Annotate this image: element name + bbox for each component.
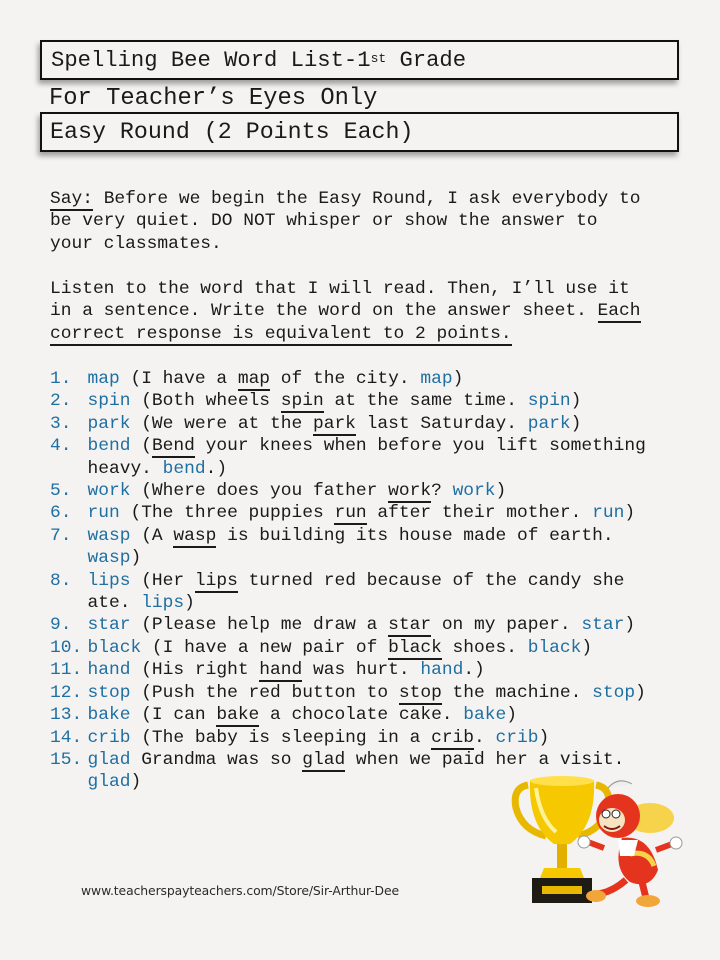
- close-paren: ): [581, 637, 593, 658]
- spelling-word: star: [87, 615, 131, 636]
- item-number: 2.: [50, 391, 72, 412]
- item-body: [88, 390, 582, 412]
- close-paren: ): [130, 548, 142, 569]
- repeat-word: star: [581, 615, 625, 636]
- sentence-start: (I have a: [119, 369, 238, 389]
- sentence-end: when we paid her a visit.: [345, 749, 625, 770]
- word-in-sentence: lips: [194, 570, 238, 591]
- item-body: [88, 637, 593, 659]
- word-in-sentence: map: [237, 369, 271, 389]
- store-url: www.teacherspayteachers.com/Store/Sir-Arthur-Dee: [81, 883, 400, 898]
- sentence-end: your knees when before you lift something: [194, 436, 646, 457]
- repeat-word: map: [420, 369, 453, 389]
- close-paren: ): [570, 391, 582, 412]
- title-box: [40, 40, 679, 80]
- item-body: [88, 704, 518, 726]
- sentence-end: the machine.: [441, 682, 593, 703]
- say-line-3: your classmates.: [50, 233, 222, 254]
- item-number: 4.: [50, 436, 72, 457]
- spelling-word: wasp: [87, 525, 131, 546]
- say-line-1: Before we begin the Easy Round, I ask everybody to: [92, 189, 641, 209]
- word-in-sentence: bake: [216, 705, 260, 726]
- sentence-start: (His right: [130, 660, 260, 681]
- word-in-sentence: star: [388, 615, 432, 636]
- word-in-sentence: Bend: [151, 436, 195, 457]
- sentence-end: shoes.: [441, 637, 528, 658]
- close-paren: ): [570, 413, 582, 434]
- item-number: 7.: [50, 525, 72, 546]
- instructions-emphasis-start: Each: [597, 301, 641, 322]
- sentence-start: (: [130, 436, 152, 457]
- close-paren: ): [635, 682, 646, 703]
- item-body: [88, 570, 625, 615]
- close-paren: ): [495, 481, 507, 502]
- item-number: 15.: [50, 749, 83, 770]
- spelling-word: spin: [87, 391, 131, 412]
- close-paren: ): [538, 727, 550, 748]
- word-list-item: [50, 704, 690, 726]
- sentence-end: was hurt.: [302, 660, 421, 681]
- close-paren: ): [452, 369, 464, 389]
- spelling-word: run: [87, 503, 120, 524]
- item-body: [88, 727, 550, 749]
- sentence-end: of the city.: [270, 369, 421, 389]
- item-body: [88, 502, 636, 524]
- item-number: 6.: [50, 503, 72, 524]
- word-list-item: [50, 570, 690, 615]
- item-number: 5.: [50, 481, 72, 502]
- item-number: 3.: [50, 413, 72, 434]
- word-in-sentence: park: [312, 413, 356, 434]
- word-list-item: [50, 435, 690, 480]
- repeat-word: work: [452, 481, 496, 502]
- sentence-start: (I have a new pair of: [141, 637, 389, 658]
- repeat-word: crib: [495, 727, 539, 748]
- say-label: Say:: [50, 189, 93, 209]
- spelling-word: map: [87, 369, 120, 389]
- word-in-sentence: work: [388, 481, 432, 502]
- close-paren: ): [624, 503, 636, 524]
- repeat-word: bake: [463, 705, 507, 726]
- item-body: [88, 368, 464, 390]
- spelling-word: work: [87, 481, 131, 502]
- item-number: 14.: [50, 727, 83, 748]
- item-body: [88, 614, 636, 636]
- title-superscript: st: [370, 51, 387, 66]
- sentence-end: a chocolate cake.: [259, 705, 464, 726]
- item-number: 11.: [50, 660, 83, 681]
- repeat-word: run: [592, 503, 625, 524]
- repeat-word: park: [527, 413, 571, 434]
- bee-mascot-icon: [578, 781, 682, 907]
- sentence-wrap: heavy.: [87, 458, 163, 479]
- word-list-item: [50, 637, 690, 659]
- word-list-item: [50, 614, 690, 636]
- sentence-start: (Push the red button to: [130, 682, 399, 703]
- sentence-start: (The baby is sleeping in a: [130, 727, 432, 748]
- close-paren: ): [506, 705, 517, 726]
- word-list-item: [50, 659, 690, 681]
- word-in-sentence: stop: [398, 682, 442, 703]
- spelling-word: lips: [87, 570, 131, 591]
- round-box: [40, 112, 679, 152]
- close-paren: ): [184, 593, 195, 614]
- trophy-and-mascot-illustration: [500, 770, 700, 920]
- item-number: 1.: [50, 369, 72, 389]
- say-paragraph: [50, 188, 690, 255]
- page-title: [51, 48, 466, 74]
- sentence-end: after their mother.: [366, 503, 593, 524]
- title-tail: Grade: [386, 48, 467, 73]
- sentence-start: (Where does you father: [130, 481, 389, 502]
- item-number: 8.: [50, 570, 72, 591]
- word-in-sentence: wasp: [173, 525, 217, 546]
- word-in-sentence: run: [334, 503, 367, 524]
- repeat-word: wasp: [87, 548, 131, 569]
- sentence-start: (Please help me draw a: [130, 615, 389, 636]
- close-paren: .): [463, 660, 485, 681]
- repeat-word: stop: [592, 682, 636, 703]
- sentence-end: last Saturday.: [355, 413, 528, 434]
- word-in-sentence: spin: [280, 391, 324, 412]
- item-number: 9.: [50, 615, 72, 636]
- item-body: [88, 659, 485, 681]
- sentence-start: (Her: [130, 570, 195, 591]
- close-paren: ): [624, 615, 636, 636]
- repeat-word: bend: [162, 458, 206, 479]
- sentence-end: at the same time.: [323, 391, 528, 412]
- teacher-note: For Teacher’s Eyes Only: [49, 85, 378, 112]
- item-body: [88, 435, 646, 480]
- spelling-word: stop: [87, 682, 131, 703]
- sentence-end: is building its house made of earth.: [216, 525, 614, 546]
- say-line-2: be very quiet. DO NOT whisper or show the answer to: [50, 211, 598, 232]
- instructions-line-2: in a sentence. Write the word on the answer sheet.: [50, 301, 598, 322]
- spelling-word: hand: [87, 660, 131, 681]
- instructions-line-1: Listen to the word that I will read. Then, I’ll use it: [50, 279, 630, 299]
- word-list-item: [50, 413, 690, 435]
- sentence-start: (A: [130, 525, 174, 546]
- item-number: 12.: [50, 682, 83, 703]
- spelling-word: crib: [87, 727, 131, 748]
- word-list-item: [50, 502, 690, 524]
- word-list-item: [50, 727, 690, 749]
- item-body: [88, 480, 507, 502]
- word-in-sentence: crib: [431, 727, 475, 748]
- spelling-word: bake: [87, 705, 131, 726]
- item-body: [88, 525, 614, 570]
- item-number: 10.: [50, 637, 83, 658]
- sentence-start: (The three puppies: [119, 503, 335, 524]
- word-list-item: [50, 682, 690, 704]
- instructions-emphasis: correct response is equivalent to 2 points.: [50, 323, 512, 344]
- word-list-item: [50, 525, 690, 570]
- title-main: Spelling Bee Word List-1: [51, 48, 371, 73]
- spelling-word: black: [87, 637, 142, 658]
- word-list-item: [50, 368, 690, 390]
- sentence-start: (We were at the: [130, 413, 313, 434]
- sentence-end: ?: [431, 481, 453, 502]
- round-label: Easy Round (2 Points Each): [50, 119, 414, 145]
- repeat-word: spin: [527, 391, 571, 412]
- sentence-start: (I can: [130, 705, 217, 726]
- sentence-end: .: [474, 727, 496, 748]
- spelling-word: bend: [87, 436, 131, 457]
- repeat-word: lips: [141, 593, 185, 614]
- item-body: [88, 413, 582, 435]
- item-number: 13.: [50, 705, 83, 726]
- sentence-start: (Both wheels: [130, 391, 281, 412]
- close-paren: .): [205, 458, 228, 479]
- word-in-sentence: black: [388, 637, 442, 658]
- word-list: [50, 368, 690, 794]
- sentence-wrap: ate.: [87, 593, 142, 614]
- trophy-icon: [515, 776, 609, 903]
- word-list-item: [50, 480, 690, 502]
- sentence-end: turned red because of the candy she: [237, 570, 625, 591]
- spelling-word: glad: [87, 749, 131, 770]
- spelling-word: park: [87, 413, 131, 434]
- close-paren: ): [130, 772, 142, 793]
- word-in-sentence: glad: [302, 749, 346, 770]
- item-body: [88, 682, 646, 704]
- word-in-sentence: hand: [259, 660, 303, 681]
- sentence-end: on my paper.: [431, 615, 582, 636]
- repeat-word: hand: [420, 660, 464, 681]
- sentence-start: Grandma was so: [130, 749, 303, 770]
- repeat-word: glad: [87, 772, 131, 793]
- word-list-item: [50, 390, 690, 412]
- repeat-word: black: [527, 637, 582, 658]
- instructions-paragraph: [50, 278, 690, 345]
